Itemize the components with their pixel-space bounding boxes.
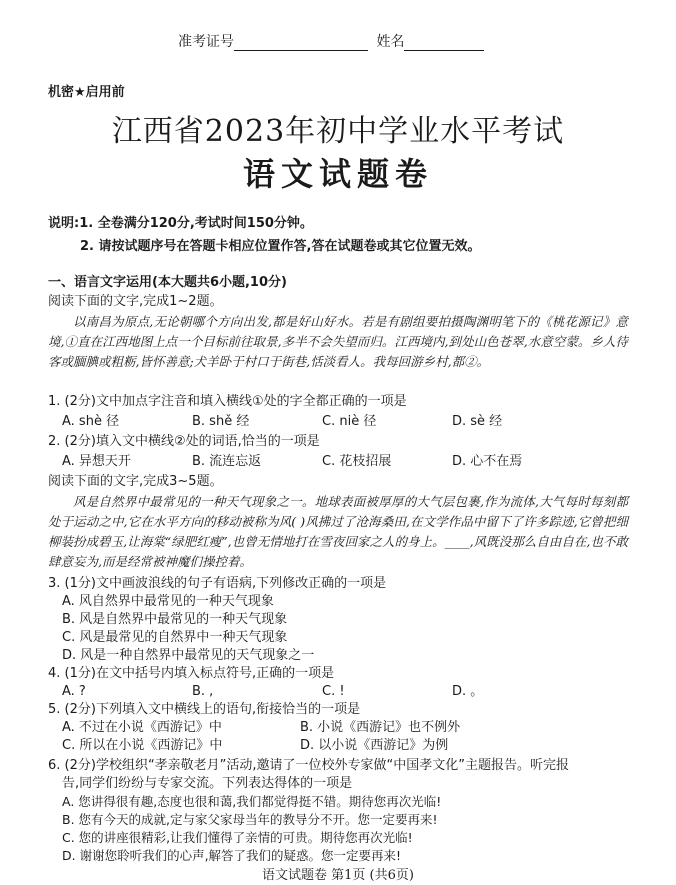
question-4-stem: 4. (1分)在文中括号内填入标点符号,正确的一项是 bbox=[48, 666, 335, 681]
question-6-option-d[interactable]: D. 谢谢您聆听我们的心声,解答了我们的疑惑。您一定要再来! bbox=[62, 848, 402, 863]
question-6-option-b[interactable]: B. 您有今天的成就,定与家父家母当年的教导分不开。您一定要再来! bbox=[62, 812, 438, 827]
option-a[interactable]: A. 异想天开 bbox=[62, 454, 131, 469]
secret-label: 机密★启用前 bbox=[48, 85, 125, 100]
question-3-option-d[interactable]: D. 风是一种自然界中最常见的天气现象之一 bbox=[62, 648, 315, 663]
option-d[interactable]: D. 以小说《西游记》为例 bbox=[300, 738, 449, 753]
question-6-stem-line-1: 6. (2分)学校组织“孝亲敬老月”活动,邀请了一位校外专家做“中国孝文化”主题报告。听完报 bbox=[48, 758, 570, 773]
option-a[interactable]: A. 不过在小说《西游记》中 bbox=[62, 720, 222, 735]
name-blank bbox=[404, 36, 484, 51]
question-1-stem: 1. (2分)文中加点字注音和填入横线①处的字全都正确的一项是 bbox=[48, 394, 407, 409]
option-b[interactable]: B. 流连忘返 bbox=[192, 454, 262, 469]
reading-instruction-2: 阅读下面的文字,完成3~5题。 bbox=[48, 474, 223, 489]
option-a[interactable]: A. ? bbox=[62, 684, 86, 699]
option-b[interactable]: B. , bbox=[192, 684, 214, 699]
question-3-option-c[interactable]: C. 风是最常见的自然界中一种天气现象 bbox=[62, 630, 288, 645]
passage-1: 以南昌为原点,无论朝哪个方向出发,都是好山好水。若是有剧组要拍摄陶渊明笔下的《桃花源记》意境,①直在江西地图上点一个目标前往取景,多半不会失望而归。江西境内,到处山色苍翠,水意空蒙。乡人待客或腼腆或粗粝,皆怀善意;犬羊卧于村口于街巷,恬淡看人。我每回游乡村,都②。 bbox=[48, 314, 628, 369]
name-label: 姓名 bbox=[376, 34, 405, 50]
exam-number-label: 准考证号 bbox=[178, 34, 234, 50]
option-b[interactable]: B. shě 经 bbox=[192, 414, 250, 429]
option-c[interactable]: C. niè 径 bbox=[322, 414, 377, 429]
question-3-stem: 3. (1分)文中画波浪线的句子有语病,下列修改正确的一项是 bbox=[48, 576, 387, 591]
section-title: 一、语言文字运用(本大题共6小题,10分) bbox=[48, 275, 287, 290]
question-6-option-c[interactable]: C. 您的讲座很精彩,让我们懂得了亲情的可贵。期待您再次光临! bbox=[62, 830, 413, 845]
question-2-stem: 2. (2分)填入文中横线②处的词语,恰当的一项是 bbox=[48, 434, 320, 449]
note-line-1: 说明:1. 全卷满分120分,考试时间150分钟。 bbox=[48, 216, 313, 231]
note-line-2: 2. 请按试题序号在答题卡相应位置作答,答在试题卷或其它位置无效。 bbox=[80, 239, 481, 254]
question-3-option-b[interactable]: B. 风是自然界中最常见的一种天气现象 bbox=[62, 612, 288, 627]
option-a[interactable]: A. shè 径 bbox=[62, 414, 120, 429]
question-6-stem-line-2: 告,同学们纷纷与专家交流。下列表达得体的一项是 bbox=[62, 776, 353, 791]
option-c[interactable]: C. 花枝招展 bbox=[322, 454, 392, 469]
exam-title: 江西省2023年初中学业水平考试 bbox=[111, 114, 565, 149]
candidate-info-line bbox=[178, 31, 484, 51]
question-5-options-row-1 bbox=[62, 718, 538, 738]
question-3-option-a[interactable]: A. 风自然界中最常见的一种天气现象 bbox=[62, 594, 274, 609]
question-5-options-row-2 bbox=[62, 736, 538, 756]
passage-2: 风是自然界中最常见的一种天气现象之一。地球表面被厚厚的大气层包裹,作为流体,大气每时每刻都处于运动之中,它在水平方向的移动被称为风( )风拂过了沧海桑田,在文学作品中留下了许多踪迹,它曾把细柳装扮成碧玉,让海棠“绿肥红瘦”,也曾无情地打在雪夜回家之人的身上。____,风既没那么自由自在,也不敢肆意妄为,而是经常被神魔们操控着。 bbox=[48, 494, 628, 569]
question-6-option-a[interactable]: A. 您讲得很有趣,态度也很和蔼,我们都觉得挺不错。期待您再次光临! bbox=[62, 794, 442, 809]
page-footer: 语文试题卷 第1页 (共6页) bbox=[262, 868, 414, 883]
question-2-options bbox=[62, 452, 582, 472]
question-1-options bbox=[62, 412, 582, 432]
option-c[interactable]: C. ! bbox=[322, 684, 345, 699]
paper-title: 语文试题卷 bbox=[242, 155, 433, 193]
option-d[interactable]: D. 。 bbox=[452, 684, 484, 699]
option-d[interactable]: D. sè 经 bbox=[452, 414, 503, 429]
option-c[interactable]: C. 所以在小说《西游记》中 bbox=[62, 738, 223, 753]
option-d[interactable]: D. 心不在焉 bbox=[452, 454, 523, 469]
question-4-options bbox=[62, 682, 582, 702]
reading-instruction-1: 阅读下面的文字,完成1~2题。 bbox=[48, 294, 223, 309]
option-b[interactable]: B. 小说《西游记》也不例外 bbox=[300, 720, 461, 735]
exam-number-blank bbox=[234, 36, 368, 51]
question-5-stem: 5. (2分)下列填入文中横线上的语句,衔接恰当的一项是 bbox=[48, 702, 361, 717]
